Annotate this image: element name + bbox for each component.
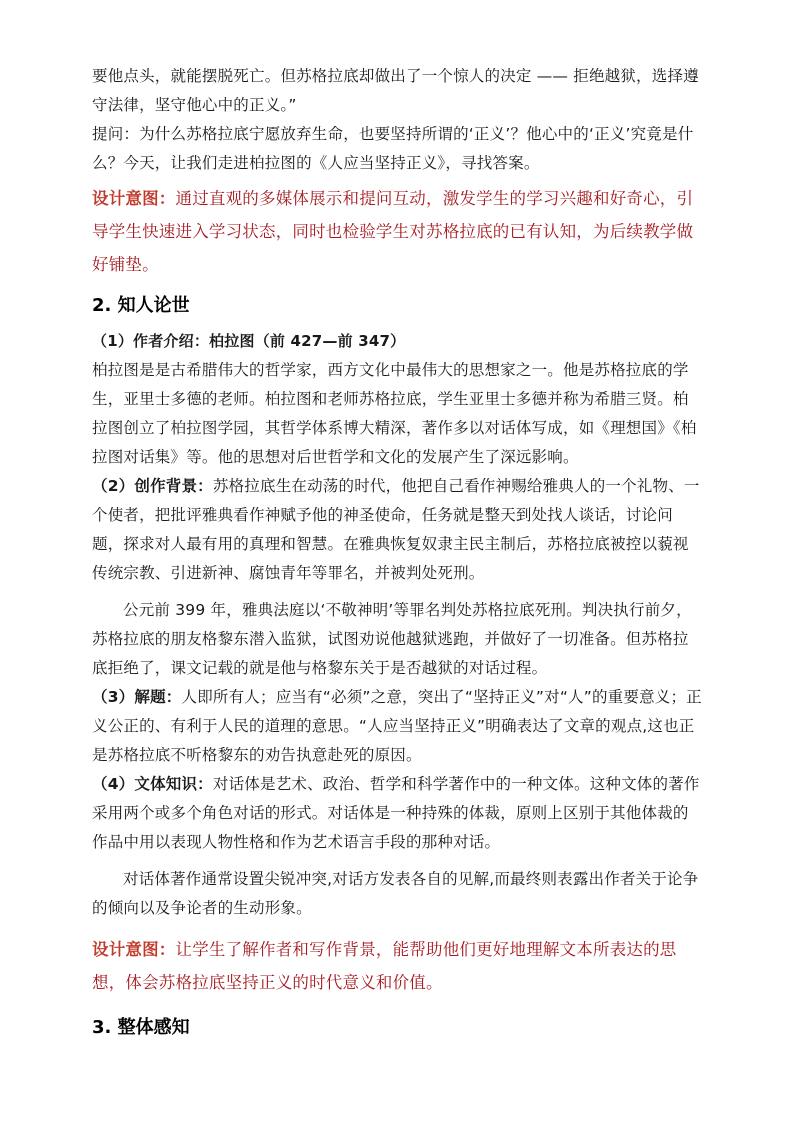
- genre-text: 对话体是艺术、政治、哲学和科学著作中的一种文体。这种文体的著作采用两个或多个角色对话的形式。对话体是一种持殊的体裁，原则上区别于其他体裁的作品中用以表现人物性格和作为艺术语言手段的那种对话。: [92, 775, 700, 851]
- design-intent-1: [92, 182, 704, 281]
- design-intent-text: 让学生了解作者和写作背景，能帮助他们更好地理解文本所表达的思想，体会苏格拉底坚持正义的时代意义和价值。: [92, 940, 677, 992]
- document-page: [92, 62, 704, 1049]
- genre-paragraph: [92, 770, 704, 857]
- design-intent-2: [92, 933, 704, 999]
- title-explain-paragraph: [92, 683, 704, 770]
- background-paragraph-2: 公元前 399 年，雅典法庭以‘不敬神明’等罪名判处苏格拉底死刑。判决执行前夕，苏格拉底的朋友格黎东潜入监狱，试图劝说他越狱逃跑，并做好了一切准备。但苏格拉底拒绝了，课文记载的就是他与格黎东关于是否越狱的对话过程。: [92, 601, 692, 677]
- background-label: （2）创作背景：: [92, 477, 213, 495]
- title-explain-label: （3）解题：: [92, 688, 182, 706]
- opening-quote-paragraph: 要他点头，就能摆脱死亡。但苏格拉底却做出了一个惊人的决定 —— 拒绝越狱，选择遵守法律，坚守他心中的正义。”: [92, 67, 699, 114]
- background-text: 苏格拉底生在动荡的时代，他把自己看作神赐给雅典人的一个礼物、一个使者，把批评雅典看作神赋予他的神圣使命，任务就是整天到处找人谈话，讨论问题，探求对人最有用的真理和智慧。在雅典恢复奴隶主民主制后，苏格拉底被控以藐视传统宗教、引进新神、腐蚀青年等罪名，并被判处死刑。: [92, 477, 700, 582]
- section-heading-know-author: 2. 知人论世: [92, 295, 190, 316]
- opening-question-paragraph: 提问：为什么苏格拉底宁愿放弃生命，也要坚持所谓的‘正义’？他心中的‘正义’究竟是什么？今天，让我们走进柏拉图的《人应当坚持正义》，寻找答案。: [92, 125, 694, 172]
- author-heading: （1）作者介绍：柏拉图（前 427—前 347）: [92, 332, 406, 350]
- section-heading-overall-perception: 3. 整体感知: [92, 1017, 190, 1038]
- genre-label: （4）文体知识：: [92, 775, 213, 793]
- title-explain-text: 人即所有人；应当有“必须”之意，突出了“坚持正义”对“人”的重要意义；正义公正的、有利于人民的道理的意思。“人应当坚持正义”明确表达了文章的观点,这也正是苏格拉底不听格黎东的劝告执意赴死的原因。: [92, 688, 702, 764]
- design-intent-text: 通过直观的多媒体展示和提问互动，激发学生的学习兴趣和好奇心，引导学生快速进入学习状态，同时也检验学生对苏格拉底的已有认知，为后续教学做好铺垫。: [92, 189, 694, 274]
- genre-paragraph-2: 对话体著作通常设置尖锐冲突,对话方发表各自的见解,而最终则表露出作者关于论争的倾向以及争论者的生动形象。: [92, 870, 699, 917]
- design-intent-label: 设计意图：: [92, 940, 176, 959]
- background-paragraph: [92, 472, 704, 588]
- design-intent-label: 设计意图：: [92, 189, 176, 208]
- author-paragraph: 柏拉图是是古希腊伟大的哲学家，西方文化中最伟大的思想家之一。他是苏格拉底的学生，亚里士多德的老师。柏拉图和老师苏格拉底，学生亚里士多德并称为希腊三贤。柏拉图创立了柏拉图学园，其哲学体系博大精深，著作多以对话体写成，如《理想国》《柏拉图对话集》等。他的思想对后世哲学和文化的发展产生了深远影响。: [92, 361, 697, 466]
